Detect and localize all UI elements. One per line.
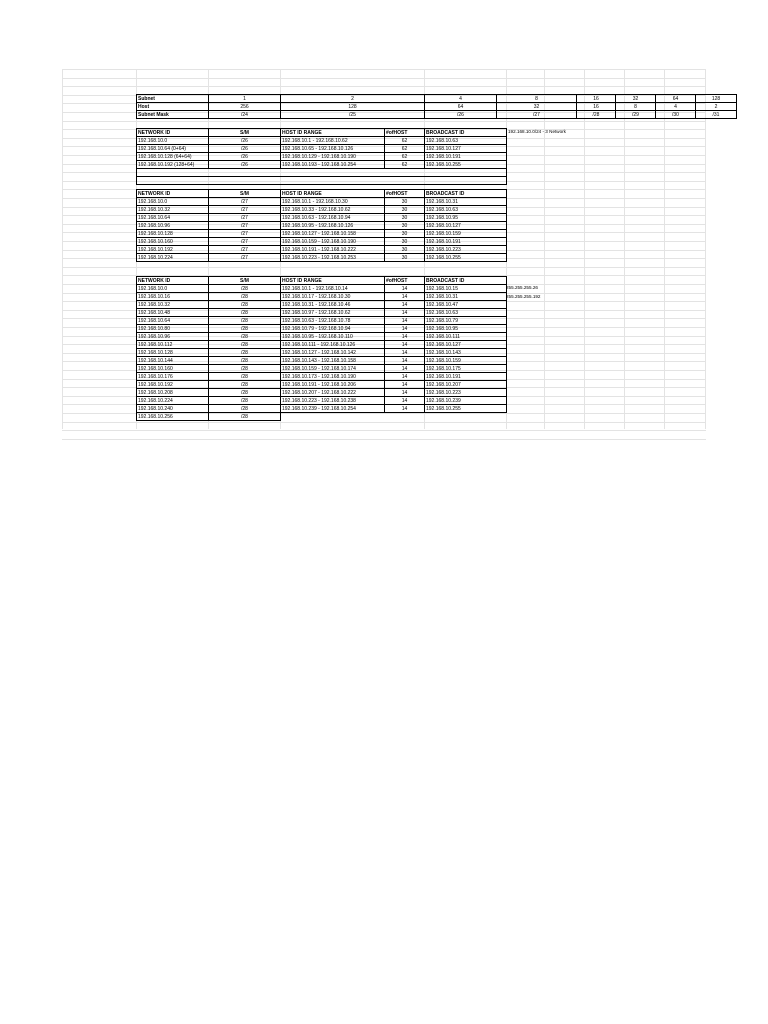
table-row [137,230,507,238]
table-row [137,381,507,389]
broadcast-id-cell: 192.168.10.31 [425,293,507,301]
host-count-cell: 62 [385,137,425,145]
header-subnet-mask: S/M [209,190,281,198]
subnet-mask-cell: /28 [209,309,281,317]
summary-value: 2 [696,103,737,111]
broadcast-id-cell: 192.168.10.15 [425,285,507,293]
network-id-cell: 192.168.10.256 [137,413,209,421]
header-subnet-mask: S/M [209,129,281,137]
blank-cell [137,177,507,185]
host-count-cell: 30 [385,254,425,262]
host-range-cell: 192.168.10.63 - 192.168.10.94 [281,214,385,222]
summary-label: Host [137,103,209,111]
host-range-cell: 192.168.10.31 - 192.168.10.46 [281,301,385,309]
network-id-cell: 192.168.10.208 [137,389,209,397]
network-id-cell: 192.168.10.192 (128+64) [137,161,209,169]
summary-value: 16 [577,103,616,111]
table-row [137,389,507,397]
header-broadcast-id: BROADCAST ID [425,277,507,285]
broadcast-id-cell: 192.168.10.111 [425,333,507,341]
network-id-cell: 192.168.10.112 [137,341,209,349]
grid-col-line [624,69,625,429]
table-row [137,214,507,222]
table-row [137,349,507,357]
host-count-cell: 30 [385,214,425,222]
subnet-mask-cell: /28 [209,373,281,381]
host-range-cell: 192.168.10.79 - 192.168.10.94 [281,325,385,333]
host-range-cell: 192.168.10.65 - 192.168.10.126 [281,145,385,153]
subnet-mask-cell: /28 [209,357,281,365]
subnet-mask-cell: /28 [209,301,281,309]
host-range-cell: 192.168.10.173 - 192.168.10.190 [281,373,385,381]
network-id-cell: 192.168.10.16 [137,293,209,301]
broadcast-id-cell [425,413,507,421]
table-row [137,309,507,317]
broadcast-id-cell: 192.168.10.159 [425,357,507,365]
broadcast-id-cell: 192.168.10.47 [425,301,507,309]
broadcast-id-cell: 192.168.10.255 [425,161,507,169]
blank-row [137,169,507,177]
summary-value: /25 [281,111,425,119]
summary-label: Subnet Mask [137,111,209,119]
summary-value: 16 [577,95,616,103]
network-id-cell: 192.168.10.192 [137,246,209,254]
network-id-cell: 192.168.10.0 [137,198,209,206]
summary-value: 64 [656,95,696,103]
header-host-count: #ofHOST [385,190,425,198]
table-row [137,365,507,373]
network-id-cell: 192.168.10.0 [137,285,209,293]
summary-value: 4 [656,103,696,111]
network-id-cell: 192.168.10.224 [137,397,209,405]
network-id-cell: 192.168.10.80 [137,325,209,333]
summary-value: /30 [656,111,696,119]
network-id-cell: 192.168.10.160 [137,365,209,373]
host-count-cell: 14 [385,333,425,341]
host-range-cell: 192.168.10.223 - 192.168.10.253 [281,254,385,262]
host-range-cell: 192.168.10.191 - 192.168.10.206 [281,381,385,389]
table-row [137,301,507,309]
host-range-cell: 192.168.10.111 - 192.168.10.126 [281,341,385,349]
summary-value: 8 [497,95,577,103]
network-id-cell: 192.168.10.96 [137,333,209,341]
host-count-cell: 14 [385,389,425,397]
host-range-cell: 192.168.10.207 - 192.168.10.222 [281,389,385,397]
host-count-cell: 62 [385,145,425,153]
host-count-cell: 30 [385,198,425,206]
table-row [137,145,507,153]
table-row [137,405,507,413]
host-range-cell: 192.168.10.223 - 192.168.10.238 [281,397,385,405]
network-id-cell: 192.168.10.32 [137,206,209,214]
host-range-cell: 192.168.10.17 - 192.168.10.30 [281,293,385,301]
host-count-cell: 14 [385,373,425,381]
host-range-cell: 192.168.10.239 - 192.168.10.254 [281,405,385,413]
table-row [137,238,507,246]
table-row [137,198,507,206]
subnet-mask-cell: /28 [209,333,281,341]
host-count-cell: 14 [385,349,425,357]
table-row [137,413,507,421]
grid-row-line [62,86,706,87]
header-host-range: HOST ID RANGE [281,129,385,137]
network-id-cell: 192.168.10.32 [137,301,209,309]
network-id-cell: 192.168.10.64 (0+64) [137,145,209,153]
host-count-cell: 14 [385,285,425,293]
mask-note-1: 255.255.255.26 [506,285,538,290]
host-count-cell: 30 [385,246,425,254]
broadcast-id-cell: 192.168.10.207 [425,381,507,389]
host-count-cell: 62 [385,153,425,161]
broadcast-id-cell: 192.168.10.63 [425,206,507,214]
summary-row [137,103,737,111]
host-range-cell: 192.168.10.143 - 192.168.10.158 [281,357,385,365]
grid-row-line [62,430,706,431]
summary-value: 32 [616,95,656,103]
subnet-mask-cell: /28 [209,341,281,349]
summary-value: 128 [696,95,737,103]
host-range-cell: 192.168.10.193 - 192.168.10.254 [281,161,385,169]
subnet-mask-cell: /28 [209,405,281,413]
host-count-cell: 30 [385,222,425,230]
table-row [137,293,507,301]
network-id-cell: 192.168.10.64 [137,214,209,222]
subnet-mask-cell: /27 [209,206,281,214]
network-id-cell: 192.168.10.128 [137,230,209,238]
table-row [137,153,507,161]
broadcast-id-cell: 192.168.10.127 [425,145,507,153]
table-row [137,373,507,381]
broadcast-id-cell: 192.168.10.175 [425,365,507,373]
table-row [137,222,507,230]
mask-note-2: 255.255.255.192 [506,294,541,299]
subnet-mask-cell: /27 [209,230,281,238]
table-row [137,285,507,293]
grid-row-line [62,439,706,440]
network-id-cell: 192.168.10.192 [137,381,209,389]
network-id-cell: 192.168.10.176 [137,373,209,381]
host-count-cell: 30 [385,230,425,238]
host-count-cell [385,413,425,421]
table-row [137,357,507,365]
subnet-27-table [136,189,507,262]
header-broadcast-id: BROADCAST ID [425,129,507,137]
header-network-id: NETWORK ID [137,129,209,137]
header-host-count: #ofHOST [385,277,425,285]
summary-value: 64 [425,103,497,111]
host-range-cell: 192.168.10.159 - 192.168.10.190 [281,238,385,246]
subnet-mask-cell: /28 [209,389,281,397]
grid-row-line [62,267,706,268]
host-count-cell: 14 [385,317,425,325]
host-range-cell: 192.168.10.127 - 192.168.10.158 [281,230,385,238]
host-range-cell: 192.168.10.95 - 192.168.10.110 [281,333,385,341]
subnet-26-table [136,128,507,185]
network-id-cell: 192.168.10.144 [137,357,209,365]
grid-col-line [584,69,585,429]
host-count-cell: 14 [385,293,425,301]
subnet-mask-cell: /27 [209,238,281,246]
broadcast-id-cell: 192.168.10.63 [425,309,507,317]
network-id-cell: 192.168.10.64 [137,317,209,325]
blank-cell [137,169,507,177]
grid-col-line [62,69,63,429]
subnet-mask-cell: /28 [209,365,281,373]
table-header-row [137,277,507,285]
subnet-28-table [136,276,507,421]
broadcast-id-cell: 192.168.10.79 [425,317,507,325]
host-count-cell: 14 [385,301,425,309]
summary-value: /31 [696,111,737,119]
header-network-id: NETWORK ID [137,277,209,285]
summary-value: /28 [577,111,616,119]
subnet-mask-cell: /26 [209,137,281,145]
subnet-mask-cell: /28 [209,413,281,421]
subnet-mask-cell: /27 [209,214,281,222]
table-row [137,137,507,145]
host-range-cell [281,413,385,421]
host-count-cell: 14 [385,405,425,413]
network-id-cell: 192.168.10.160 [137,238,209,246]
host-range-cell: 192.168.10.1 - 192.168.10.62 [281,137,385,145]
host-count-cell: 14 [385,325,425,333]
network-id-cell: 192.168.10.240 [137,405,209,413]
header-broadcast-id: BROADCAST ID [425,190,507,198]
broadcast-id-cell: 192.168.10.127 [425,222,507,230]
summary-value: /27 [497,111,577,119]
broadcast-id-cell: 192.168.10.127 [425,341,507,349]
host-range-cell: 192.168.10.95 - 192.168.10.126 [281,222,385,230]
subnet-mask-cell: /28 [209,285,281,293]
subnet-mask-cell: /28 [209,293,281,301]
broadcast-id-cell: 192.168.10.63 [425,137,507,145]
host-range-cell: 192.168.10.1 - 192.168.10.14 [281,285,385,293]
network-id-cell: 192.168.10.48 [137,309,209,317]
table-row [137,317,507,325]
broadcast-id-cell: 192.168.10.191 [425,153,507,161]
header-subnet-mask: S/M [209,277,281,285]
table-row [137,246,507,254]
broadcast-id-cell: 192.168.10.223 [425,389,507,397]
host-range-cell: 192.168.10.97 - 192.168.10.62 [281,309,385,317]
host-count-cell: 14 [385,365,425,373]
summary-row [137,95,737,103]
summary-label: Subnet [137,95,209,103]
table-row [137,333,507,341]
broadcast-id-cell: 192.168.10.255 [425,405,507,413]
host-count-cell: 30 [385,206,425,214]
header-host-range: HOST ID RANGE [281,277,385,285]
table-row [137,397,507,405]
grid-row-line [62,121,706,122]
subnet-mask-cell: /27 [209,246,281,254]
spreadsheet [62,0,721,440]
broadcast-id-cell: 192.168.10.223 [425,246,507,254]
broadcast-id-cell: 192.168.10.191 [425,238,507,246]
subnet-mask-cell: /27 [209,198,281,206]
network-id-cell: 192.168.10.128 (64+64) [137,153,209,161]
summary-value: 256 [209,103,281,111]
grid-row-line [62,78,706,79]
grid-col-line [705,69,706,429]
host-range-cell: 192.168.10.1 - 192.168.10.30 [281,198,385,206]
grid-col-line [664,69,665,429]
grid-col-line [544,69,545,429]
network-id-cell: 192.168.10.224 [137,254,209,262]
summary-value: 32 [497,103,577,111]
broadcast-id-cell: 192.168.10.95 [425,325,507,333]
network-id-cell: 192.168.10.0 [137,137,209,145]
summary-value: /26 [425,111,497,119]
broadcast-id-cell: 192.168.10.191 [425,373,507,381]
summary-value: 2 [281,95,425,103]
subnet-summary-table [136,94,737,119]
host-range-cell: 192.168.10.127 - 192.168.10.142 [281,349,385,357]
table-row [137,341,507,349]
subnet-mask-cell: /28 [209,381,281,389]
subnet-mask-cell: /28 [209,317,281,325]
network-note: 192.168.10.0/24 - 3 Network [508,129,566,134]
broadcast-id-cell: 192.168.10.95 [425,214,507,222]
host-count-cell: 30 [385,238,425,246]
summary-value: /29 [616,111,656,119]
summary-value: 4 [425,95,497,103]
grid-row-line [62,422,706,423]
summary-value: 8 [616,103,656,111]
table-row [137,161,507,169]
broadcast-id-cell: 192.168.10.255 [425,254,507,262]
host-count-cell: 14 [385,357,425,365]
subnet-mask-cell: /26 [209,161,281,169]
host-count-cell: 14 [385,381,425,389]
host-range-cell: 192.168.10.33 - 192.168.10.62 [281,206,385,214]
header-host-range: HOST ID RANGE [281,190,385,198]
table-row [137,325,507,333]
subnet-mask-cell: /27 [209,222,281,230]
table-row [137,254,507,262]
summary-value: 128 [281,103,425,111]
summary-value: 1 [209,95,281,103]
subnet-mask-cell: /26 [209,145,281,153]
table-row [137,206,507,214]
table-header-row [137,190,507,198]
network-id-cell: 192.168.10.96 [137,222,209,230]
subnet-mask-cell: /28 [209,349,281,357]
host-range-cell: 192.168.10.159 - 192.168.10.174 [281,365,385,373]
grid-row-line [62,69,706,70]
host-count-cell: 14 [385,309,425,317]
host-count-cell: 62 [385,161,425,169]
summary-value: /24 [209,111,281,119]
subnet-mask-cell: /28 [209,325,281,333]
host-range-cell: 192.168.10.63 - 192.168.10.78 [281,317,385,325]
subnet-mask-cell: /28 [209,397,281,405]
summary-row [137,111,737,119]
broadcast-id-cell: 192.168.10.159 [425,230,507,238]
subnet-mask-cell: /27 [209,254,281,262]
header-network-id: NETWORK ID [137,190,209,198]
host-range-cell: 192.168.10.191 - 192.168.10.222 [281,246,385,254]
host-count-cell: 14 [385,341,425,349]
host-count-cell: 14 [385,397,425,405]
subnet-mask-cell: /26 [209,153,281,161]
host-range-cell: 192.168.10.129 - 192.168.10.190 [281,153,385,161]
broadcast-id-cell: 192.168.10.31 [425,198,507,206]
header-host-count: #ofHOST [385,129,425,137]
table-header-row [137,129,507,137]
network-id-cell: 192.168.10.128 [137,349,209,357]
broadcast-id-cell: 192.168.10.239 [425,397,507,405]
broadcast-id-cell: 192.168.10.143 [425,349,507,357]
blank-row [137,177,507,185]
